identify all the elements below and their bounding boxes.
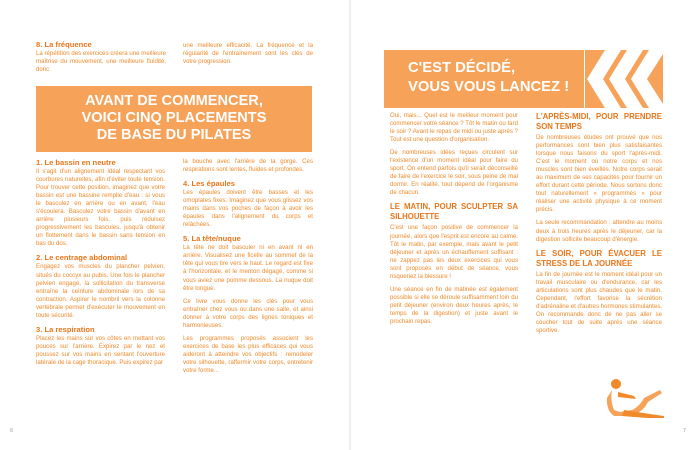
column-right-1 xyxy=(390,112,518,331)
banner-line-3: DE BASE DU PILATES xyxy=(96,127,252,143)
text-book-keys: Ce livre vous donne les clés pour vous entraîner chez vous ou dans une salle, et ainsi donner à votre corps des lignes toniques et harmonieuses. xyxy=(183,297,313,329)
text-frequency: La répétition des exercices créera une meilleure maîtrise du mouvement, une meilleure fluidité, donc xyxy=(36,50,166,74)
banner-decided-line-2: VOUS VOUS LANCEZ ! xyxy=(408,79,570,95)
banner-decided xyxy=(384,50,584,108)
heading-frequency: 8. La fréquence xyxy=(36,40,92,49)
heading-centrage: 2. Le centrage abdominal xyxy=(36,253,128,263)
page-number-left: 6 xyxy=(10,428,14,434)
column-left-1 xyxy=(36,158,165,372)
text-afternoon-1: De nombreuses études ont prouvé que nos performances sont bien plus satisfaisantes lorsque nous faisons du sport l'après-midi. C'est le moment où notre corps et nos muscles sont bien éveillés. Notre corps serait au maximum de ses capacités pour fournir un effort durant cette période. Nous sortons donc tout naturellement « programmés » pour réaliser une activité physique à ce moment précis. xyxy=(536,134,662,214)
left-page xyxy=(0,0,349,450)
text-morning-1: C'est une façon positive de commencer la journée, alors que l'esprit est encore au calme. Tôt le matin, par exemple, mais avant le petit déjeuner et après un échauffement suffisant : ne zappez pas les deux exercices qui vous sont proposés en début de séance, vous risqueriez la blessure ! xyxy=(390,224,518,280)
banner-decided-line-1: C'EST DÉCIDÉ, xyxy=(408,60,516,76)
heading-tete-nuque: 5. La tête/nuque xyxy=(183,234,241,244)
section-frequency xyxy=(36,40,166,79)
heading-evening: LE SOIR, POUR ÉVACUER LE STRESS DE LA JOURNÉE xyxy=(536,248,662,268)
column-left-2 xyxy=(183,158,313,380)
heading-epaules: 4. Les épaules xyxy=(183,179,235,189)
text-morning-2: Une séance en fin de matinée est également possible si elle se déroule suffisamment loin du petit déjeuner (environ deux heures après, le temps de la digestion) et juste avant le prochain repas. xyxy=(390,285,518,325)
chevron-arrows-icon xyxy=(585,50,663,108)
text-tete-nuque: La tête ne doit basculer ni en avant ni en arrière. Visualisez une ficelle au sommet de la tête qui vous tire vers le haut. Le regard est fixe à l'horizontale, et le menton dégagé, comme si vous aviez une pomme dessous. La nuque doit être longue. xyxy=(183,244,313,292)
banner-five-placements xyxy=(36,86,312,152)
section-frequency-cont xyxy=(183,42,313,71)
pilates-woman-illustration xyxy=(604,370,666,420)
text-respiration-cont: la bouche avec l'arrière de la gorge. Ces respirations sont lentes, fluides et profondes. xyxy=(183,158,313,174)
banner-decided-text xyxy=(408,59,569,97)
text-bassin: Il s'agit d'un alignement idéal respectant vos courbures naturelles, afin d'éviter toute tension. Pour trouver cette position, imaginez que votre bassin est une bassine remplie d'eau : si vous le basculez en arrière ou en avant, l'eau s'écoulera. Basculez votre bassin d'avant en arrière plusieurs fois, puis réduisez progressivement les bascules, jusqu'à obtenir un flottement dans le bassin sans tension en bas du dos. xyxy=(36,168,165,248)
text-centrage: Engagez vos muscles du plancher pelvien, situés du coccyx au pubis. Une fois le plancher pelvien engagé, la sollicitation du transverse entraîne la ceinture abdominale lors de sa contraction. Aspirer le nombril vers la colonne vertébrale permet d'exécuter le mouvement en toute sécurité. xyxy=(36,263,165,319)
page-number-right: 7 xyxy=(682,428,686,434)
text-afternoon-2: La seule recommandation : attendre au moins deux à trois heures après le déjeuner, car la digestion sollicite beaucoup d'énergie. xyxy=(536,219,662,243)
banner-line-2: VOICI CINQ PLACEMENTS xyxy=(81,110,267,126)
text-epaules: Les épaules doivent être basses et les omoplates fixes. Imaginez que vous glissez vos mains dans vos poches de façon à avoir les épaules dans l'alignement du corps et relâchées. xyxy=(183,189,313,229)
text-respiration: Placez les mains sur vos côtes en mettant vos pouces sur l'arrière. Expirez par le nez et poussez sur vos mains en sentant l'ouverture latérale de la cage thoracique. Puis expirez par xyxy=(36,334,165,366)
column-right-2 xyxy=(536,112,662,340)
heading-respiration: 3. La respiration xyxy=(36,324,95,334)
text-evening: La fin de journée est le moment idéal pour un travail musculaire ou d'endurance, car les articulations sont plus chaudes que le matin. Cependant, l'effort favorise la sécrétion d'adrénaline et d'autres hormones stimulantes. On recommande donc de ne pas aller se coucher tout de suite après une séance sportive. xyxy=(536,270,662,334)
text-intro-1: Oui, mais... Quel est le meilleur moment pour commencer votre séance ? Tôt le matin ou tard le soir ? Avant le repas de midi ou juste après ? Tout est une question d'organisation. xyxy=(390,112,518,144)
heading-morning: LE MATIN, POUR SCULPTER SA SILHOUETTE xyxy=(390,202,518,222)
banner-line-1: AVANT DE COMMENCER, xyxy=(85,93,263,109)
heading-bassin: 1. Le bassin en neutre xyxy=(36,158,116,167)
text-programs: Les programmes proposés associent les exercices de base les plus efficaces qui vous aideront à atteindre vos objectifs : remodeler votre silhouette, raffermir votre corps, entretenir votre forme... xyxy=(183,334,313,374)
heading-afternoon: L'APRÈS-MIDI, POUR PRENDRE SON TEMPS xyxy=(536,112,662,131)
text-intro-2: De nombreuses idées reçues circulent sur l'existence d'un moment idéal pour faire du sport. On entend parfois qu'il serait déconseillé de faire de l'exercice le soir, sous peine de mal dormir. En réalité, tout dépend de l'organisme de chacun. xyxy=(390,149,518,197)
text-frequency-cont: une meilleure efficacité. La fréquence et la régularité de l'entraînement sont les clés de votre progression. xyxy=(183,42,313,66)
